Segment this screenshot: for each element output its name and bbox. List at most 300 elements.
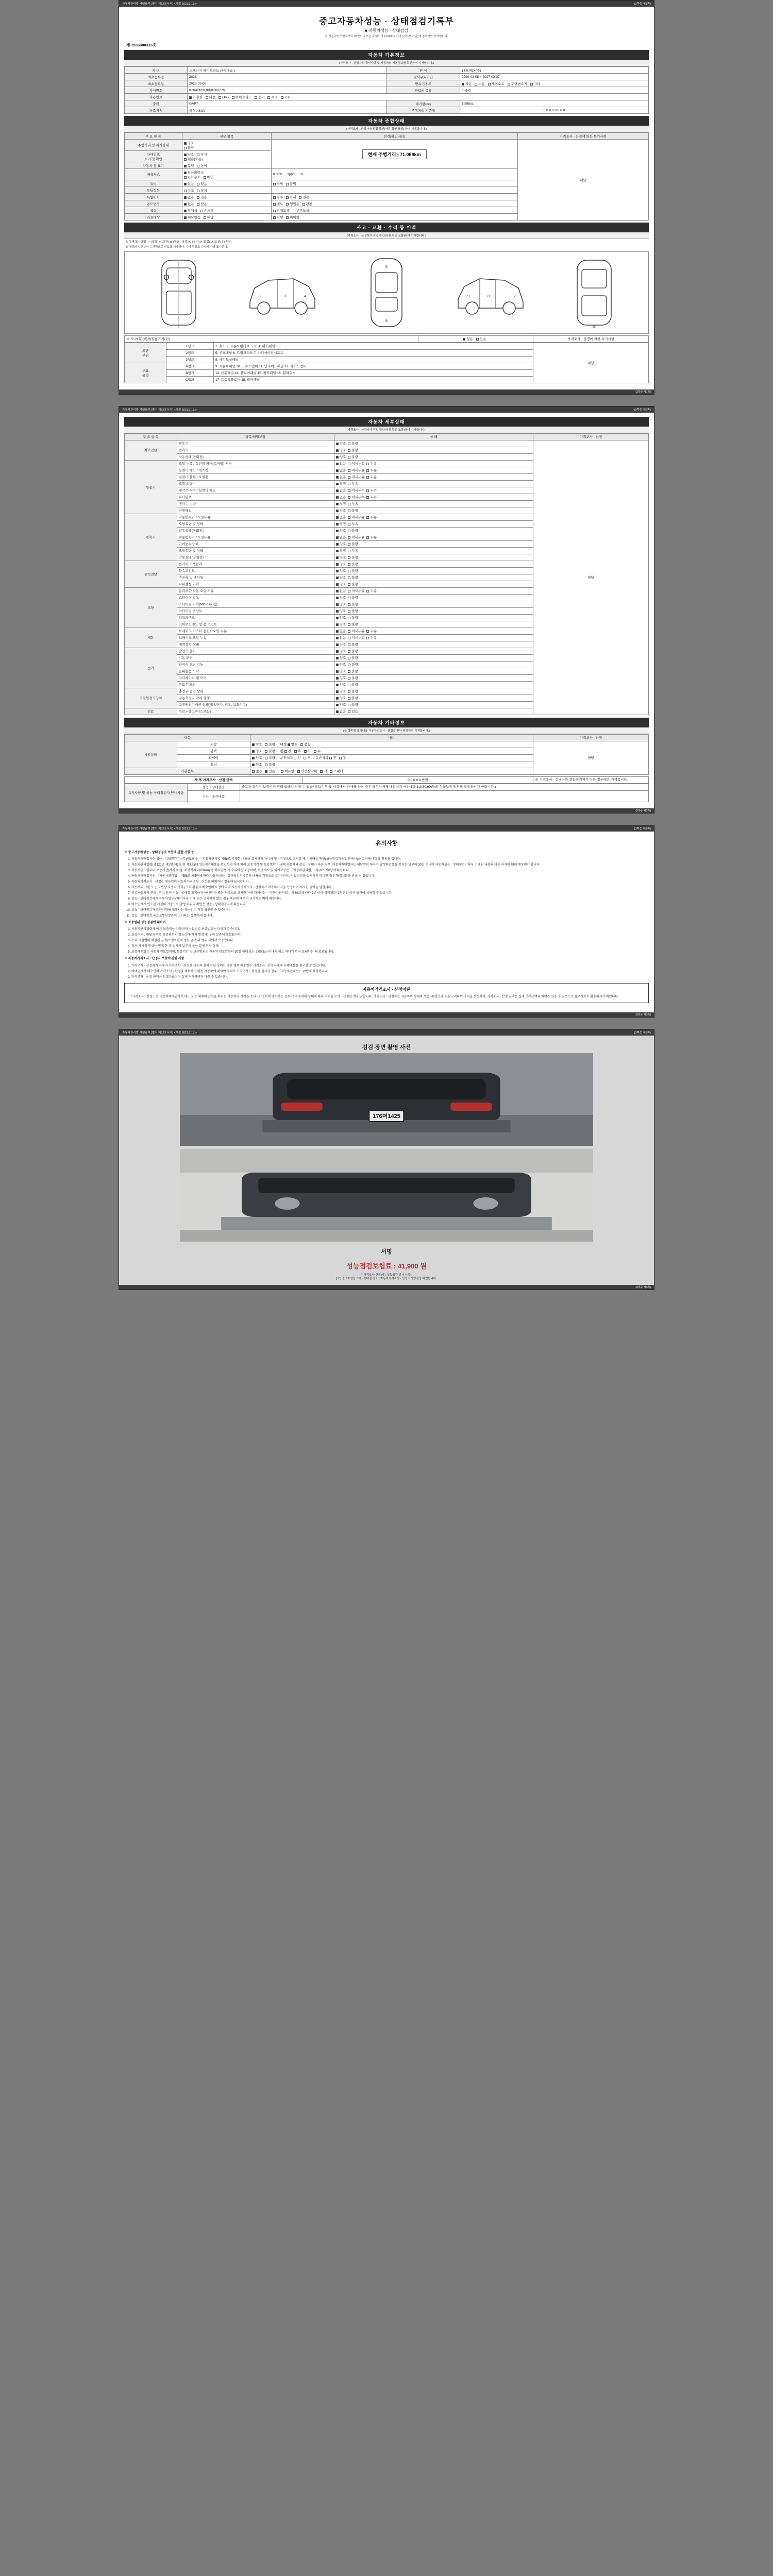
state-col-main: 주 요 항 목: [125, 133, 182, 140]
checkbox-icon[interactable]: [348, 690, 350, 693]
color-part-paint[interactable]: 부분도색: [293, 208, 309, 213]
table-row: [125, 94, 649, 100]
detail-option-미세누수[interactable]: 미세누수: [348, 495, 364, 499]
polish-good[interactable]: 양호: [252, 749, 262, 753]
checkbox-icon[interactable]: [336, 510, 339, 512]
detail-option-양호[interactable]: 양호: [336, 702, 346, 707]
detail-option-양호[interactable]: 양호: [336, 528, 346, 533]
checkbox-icon[interactable]: [348, 637, 350, 639]
detail-option-불량[interactable]: 불량: [348, 608, 358, 613]
detail-option-불량[interactable]: 불량: [348, 675, 358, 680]
detail-option-양호[interactable]: 양호: [336, 448, 346, 452]
checkbox-icon[interactable]: [366, 463, 369, 465]
tire-good[interactable]: 양호: [252, 755, 262, 760]
checkbox-icon[interactable]: [336, 610, 339, 613]
checkbox-icon[interactable]: [348, 590, 350, 592]
vin-mark-cell: [182, 151, 271, 162]
tuning-none[interactable]: 없음: [184, 181, 194, 186]
detail-option-없음[interactable]: 없음: [336, 461, 346, 466]
tire-pass-rear[interactable]: 후: [339, 755, 346, 760]
trans-option-manual[interactable]: 수동: [475, 81, 485, 86]
declaration-box: [124, 983, 649, 1003]
checkbox-icon[interactable]: [336, 483, 339, 485]
color-achromatic[interactable]: 무채색: [184, 208, 197, 213]
detail-option-미세누유[interactable]: 미세누유: [348, 588, 364, 593]
basic-yes[interactable]: 있음: [265, 769, 275, 773]
detail-option-불량[interactable]: 불량: [348, 696, 358, 700]
checkbox-icon[interactable]: [336, 697, 339, 700]
detail-option-양호[interactable]: 양호: [336, 582, 346, 586]
detail-option-미세누유[interactable]: 미세누유: [348, 535, 364, 539]
recall-na[interactable]: 해당없음: [184, 215, 200, 219]
checkbox-icon[interactable]: [348, 510, 350, 512]
checkbox-icon[interactable]: [336, 469, 339, 472]
detail-option-없음[interactable]: 없음: [336, 515, 346, 519]
car-diagram-left-icon: [244, 254, 321, 331]
checkbox-icon[interactable]: [348, 570, 350, 572]
detail-option-불량[interactable]: 불량: [348, 702, 358, 707]
detail-option-불량[interactable]: 불량: [348, 582, 358, 586]
checkbox-icon[interactable]: [348, 670, 350, 673]
mileage-good[interactable]: 양호: [184, 141, 194, 145]
usage-rent[interactable]: 렌트: [273, 201, 283, 206]
detail-option-양호[interactable]: 양호: [336, 568, 346, 573]
checkbox-icon[interactable]: [336, 664, 339, 666]
detail-option-적정[interactable]: 적정: [336, 501, 346, 506]
checkbox-icon[interactable]: [336, 670, 339, 673]
special-none[interactable]: 없음: [184, 195, 194, 199]
checkbox-icon[interactable]: [348, 710, 350, 713]
detail-item-label: 냉각수 수량: [177, 500, 334, 507]
checkbox-icon[interactable]: [336, 503, 339, 505]
checkbox-icon[interactable]: [336, 456, 339, 459]
detail-option-불량[interactable]: 불량: [348, 602, 358, 606]
checkbox-icon[interactable]: [366, 536, 369, 539]
wheel-left[interactable]: 좌: [304, 749, 311, 753]
label-recall: 리콜대상: [125, 214, 182, 221]
recall-done[interactable]: 이행: [273, 215, 283, 219]
detail-option-불량[interactable]: 불량: [348, 541, 358, 546]
basic-none[interactable]: 없음: [252, 769, 262, 773]
usage-change-detail: [271, 200, 517, 207]
usage-gov[interactable]: 관용: [303, 201, 313, 206]
trans-option-semi[interactable]: 세미오토: [488, 81, 505, 86]
detail-option-적정[interactable]: 적정: [336, 481, 346, 486]
checkbox-icon[interactable]: [336, 530, 339, 532]
detail-option-없음[interactable]: 없음: [336, 495, 346, 499]
detail-table-body: [125, 440, 649, 715]
page2-topbar-right: (3쪽중 제2쪽): [634, 408, 651, 412]
fuel-option-etc[interactable]: 기타: [281, 95, 291, 99]
checkbox-icon[interactable]: [348, 550, 350, 552]
checkbox-icon[interactable]: [336, 710, 339, 713]
detail-option-양호[interactable]: 양호: [336, 575, 346, 580]
detail-option-불량[interactable]: 불량: [348, 508, 358, 513]
checkbox-icon[interactable]: [336, 677, 339, 680]
detail-option-양호[interactable]: 양호: [336, 662, 346, 667]
detail-item-state: [334, 514, 533, 520]
detail-option-양호[interactable]: 양호: [336, 622, 346, 626]
detail-option-불량[interactable]: 불량: [348, 448, 358, 452]
detail-option-누유[interactable]: 누유: [366, 629, 377, 633]
checkbox-icon[interactable]: [348, 496, 350, 499]
fuel-option-diesel[interactable]: 디젤: [206, 95, 216, 99]
checkbox-icon[interactable]: [348, 684, 350, 686]
car-mark-diff[interactable]: 상이: [197, 163, 207, 168]
detail-option-부족[interactable]: 부족: [348, 548, 358, 553]
detail-option-불량[interactable]: 불량: [348, 622, 358, 626]
checkbox-icon[interactable]: [336, 623, 339, 626]
detail-option-양호[interactable]: 양호: [336, 642, 346, 647]
checkbox-icon[interactable]: [348, 563, 350, 566]
detail-option-양호[interactable]: 양호: [336, 441, 346, 446]
detail-option-없음[interactable]: 없음: [336, 635, 346, 640]
detail-option-없음[interactable]: 없음: [336, 488, 346, 493]
page4-topbar: [119, 1029, 654, 1036]
wheel-right[interactable]: 우: [314, 749, 321, 753]
detail-option-미세누유[interactable]: 미세누유: [348, 635, 364, 640]
mileage-value: 현재 주행거리 | 71,069km: [362, 149, 427, 159]
emission-smoke[interactable]: 매연: [204, 175, 214, 179]
detail-option-있음[interactable]: 있음: [348, 709, 358, 714]
checkbox-icon[interactable]: [336, 643, 339, 646]
checkbox-icon[interactable]: [336, 536, 339, 539]
checkbox-icon[interactable]: [348, 643, 350, 646]
detail-option-없음[interactable]: 없음: [336, 474, 346, 479]
detail-option-양호[interactable]: 양호: [336, 454, 346, 459]
detail-option-양호[interactable]: 양호: [336, 562, 346, 566]
notice-item-list: [131, 857, 649, 919]
detail-option-불량[interactable]: 불량: [348, 615, 358, 620]
checkbox-icon[interactable]: [336, 496, 339, 499]
item-manual[interactable]: 메뉴얼: [281, 769, 294, 773]
detail-item-state: [334, 440, 533, 447]
detail-option-양호[interactable]: 양호: [336, 555, 346, 560]
detail-option-양호[interactable]: 양호: [336, 608, 346, 613]
checkbox-icon[interactable]: [348, 623, 350, 626]
item-triangle[interactable]: 안전삼각대: [297, 769, 317, 773]
detail-option-없음[interactable]: 없음: [336, 629, 346, 633]
checkbox-icon[interactable]: [348, 523, 350, 526]
detail-option-없음[interactable]: 없음: [336, 709, 346, 714]
interior-good[interactable]: 양호: [288, 742, 298, 747]
detail-item-state: [334, 467, 533, 473]
checkbox-icon[interactable]: [336, 704, 339, 706]
checkbox-icon[interactable]: [336, 543, 339, 546]
detail-option-양호[interactable]: 양호: [336, 615, 346, 620]
vehicle-photo-rear-illustration: [180, 1053, 593, 1146]
detail-option-양호[interactable]: 양호: [336, 541, 346, 546]
detail-option-없음[interactable]: 없음: [336, 535, 346, 539]
checkbox-icon[interactable]: [348, 476, 350, 479]
detail-item-label: 충전구 절연 상태: [177, 688, 334, 694]
basic-info-note: (가격조사 · 산정자의 확인사항 및 자동차의 기본정보를 확인하여 기재합니다.): [124, 60, 649, 66]
checkbox-icon[interactable]: [336, 637, 339, 639]
checkbox-icon[interactable]: [366, 496, 369, 499]
checkbox-icon[interactable]: [366, 469, 369, 472]
special-row1-label: 성능 · 상태점검: [188, 784, 240, 790]
photo-section-title: 검검 장면 촬영 사진: [362, 1044, 411, 1050]
checkbox-icon[interactable]: [348, 630, 350, 633]
checkbox-icon[interactable]: [336, 556, 339, 559]
checkbox-icon[interactable]: [348, 556, 350, 559]
label-power: 출력: [125, 100, 188, 107]
detail-option-불량[interactable]: 불량: [348, 595, 358, 600]
tire-bad[interactable]: 불량: [265, 755, 275, 760]
emission-hc[interactable]: 탄화수소: [184, 175, 200, 179]
fuel-option-electric[interactable]: 전기: [255, 95, 265, 99]
checkbox-icon[interactable]: [336, 443, 339, 445]
checkbox-icon[interactable]: [336, 516, 339, 519]
checkbox-icon[interactable]: [366, 590, 369, 592]
detail-option-양호[interactable]: 양호: [336, 602, 346, 606]
accident-none[interactable]: 없음: [463, 336, 473, 341]
detail-option-불량[interactable]: 불량: [348, 662, 358, 667]
special-fire[interactable]: 화재: [286, 195, 296, 199]
checkbox-icon[interactable]: [336, 570, 339, 572]
detail-option-불량[interactable]: 불량: [348, 655, 358, 660]
detail-option-불량[interactable]: 불량: [348, 454, 358, 459]
exterior-good[interactable]: 양호: [252, 742, 262, 747]
detail-col-state: 상 태: [334, 433, 533, 440]
tire-driver-front[interactable]: 전: [294, 755, 300, 760]
detail-option-불량[interactable]: 불량: [348, 669, 358, 673]
tuning-illegal[interactable]: 불법: [286, 181, 296, 186]
detail-option-양호[interactable]: 양호: [336, 682, 346, 687]
checkbox-icon[interactable]: [336, 684, 339, 686]
special-flood[interactable]: 침수: [273, 195, 283, 199]
detail-option-미세누유[interactable]: 미세누유: [348, 468, 364, 472]
special-history-cell: [182, 194, 271, 200]
glass-bad[interactable]: 불량: [265, 762, 275, 767]
exterior-bad[interactable]: 불량: [265, 742, 275, 747]
checkbox-icon[interactable]: [366, 516, 369, 519]
detail-option-양호[interactable]: 양호: [336, 595, 346, 600]
detail-option-누유[interactable]: 누유: [366, 468, 377, 472]
checkbox-icon[interactable]: [348, 516, 350, 519]
checkbox-icon[interactable]: [348, 530, 350, 532]
checkbox-icon[interactable]: [348, 469, 350, 472]
checkbox-icon[interactable]: [348, 583, 350, 586]
special-table: [124, 784, 649, 802]
detail-option-불량[interactable]: 불량: [348, 562, 358, 566]
detail-option-불량[interactable]: 불량: [348, 555, 358, 560]
checkbox-icon[interactable]: [348, 577, 350, 579]
checkbox-icon[interactable]: [336, 489, 339, 492]
detail-option-누유[interactable]: 누유: [366, 588, 377, 593]
usage-business[interactable]: 영업용: [286, 201, 299, 206]
checkbox-icon[interactable]: [336, 657, 339, 659]
special-total-loss[interactable]: 전손: [299, 195, 309, 199]
checkbox-icon[interactable]: [348, 697, 350, 700]
detail-option-불량[interactable]: 불량: [348, 575, 358, 580]
detail-option-양호[interactable]: 양호: [336, 655, 346, 660]
fuel-option-lpg[interactable]: LPG: [219, 96, 229, 99]
tuning-device[interactable]: 장치: [197, 188, 207, 193]
page1-topbar: [119, 1, 654, 7]
checkbox-icon[interactable]: [348, 610, 350, 613]
checkbox-icon[interactable]: [336, 630, 339, 633]
detail-option-불량[interactable]: 불량: [348, 642, 358, 647]
detail-item-state: [334, 494, 533, 500]
detail-option-부족[interactable]: 부족: [348, 521, 358, 526]
tire-pass-front[interactable]: 전: [329, 755, 336, 760]
wheel-front[interactable]: 전: [284, 749, 291, 753]
detail-option-부족[interactable]: 부족: [348, 481, 358, 486]
polish-bad[interactable]: 불량: [265, 749, 275, 753]
checkbox-icon[interactable]: [348, 483, 350, 485]
checkbox-icon[interactable]: [336, 650, 339, 653]
checkbox-icon[interactable]: [336, 603, 339, 606]
checkbox-icon[interactable]: [348, 704, 350, 706]
checkbox-icon[interactable]: [348, 463, 350, 465]
checkbox-icon[interactable]: [348, 543, 350, 546]
detail-option-없음[interactable]: 없음: [336, 588, 346, 593]
checkbox-icon[interactable]: [366, 637, 369, 639]
detail-option-불량[interactable]: 불량: [348, 441, 358, 446]
checkbox-icon[interactable]: [348, 489, 350, 492]
checkbox-icon[interactable]: [336, 590, 339, 592]
detail-option-양호[interactable]: 양호: [336, 649, 346, 653]
trans-option-cvt[interactable]: 무단변속기: [508, 81, 527, 86]
detail-option-누유[interactable]: 누유: [366, 474, 377, 479]
checkbox-icon[interactable]: [348, 536, 350, 539]
detail-option-불량[interactable]: 불량: [348, 528, 358, 533]
color-chromatic[interactable]: 유채색: [200, 208, 214, 213]
detail-option-누유[interactable]: 누유: [366, 635, 377, 640]
vin-corrode[interactable]: 부식: [197, 152, 207, 157]
detail-item-label: 오일 유량: [177, 480, 334, 487]
detail-option-양호[interactable]: 양호: [336, 669, 346, 673]
checkbox-icon[interactable]: [348, 443, 350, 445]
usage-none[interactable]: 없음: [184, 201, 194, 206]
recall-notdone[interactable]: 미이행: [286, 215, 299, 219]
checkbox-icon[interactable]: [336, 476, 339, 479]
detail-item-state: [334, 701, 533, 708]
detail-option-불량[interactable]: 불량: [348, 689, 358, 693]
checkbox-icon[interactable]: [348, 456, 350, 459]
detail-option-미세누유[interactable]: 미세누유: [348, 461, 364, 466]
checkbox-icon[interactable]: [336, 617, 339, 619]
tuning-legal[interactable]: 적법: [273, 181, 283, 186]
detail-option-양호[interactable]: 양호: [336, 508, 346, 513]
detail-group-label: 원동기: [125, 460, 177, 514]
label-color: 색상: [125, 207, 182, 214]
checkbox-icon[interactable]: [348, 677, 350, 680]
detail-option-누유[interactable]: 누유: [366, 461, 377, 466]
checkbox-icon[interactable]: [336, 550, 339, 552]
tuning-structure[interactable]: 구조: [184, 188, 194, 193]
wheel-rear[interactable]: 후: [294, 749, 301, 753]
detail-option-양호[interactable]: 양호: [336, 675, 346, 680]
notice-subitem: 2. 보증수리 : 해당 부위별 보증범위의 성능상태(하자 발생시) 부품 보증에 포함됩니다.: [131, 933, 649, 938]
emission-co[interactable]: 일산화탄소: [184, 170, 204, 175]
special-yes[interactable]: 있음: [197, 195, 207, 199]
detail-option-미세누유[interactable]: 미세누유: [348, 629, 364, 633]
item-jack[interactable]: 잭: [320, 769, 327, 773]
detail-option-누유[interactable]: 누유: [366, 535, 377, 539]
detail-option-누유[interactable]: 누유: [366, 515, 377, 519]
detail-option-미세누유[interactable]: 미세누유: [348, 474, 364, 479]
tuning-yes[interactable]: 있음: [197, 181, 207, 186]
trans-option-auto[interactable]: 자동: [462, 81, 472, 86]
item-spanner[interactable]: 스패너: [330, 769, 343, 773]
detail-option-적정[interactable]: 적정: [336, 521, 346, 526]
checkbox-icon[interactable]: [348, 603, 350, 606]
detail-option-없음[interactable]: 없음: [336, 468, 346, 472]
other-table: [124, 734, 649, 775]
accident-yes[interactable]: 있음: [476, 336, 486, 341]
checkbox-icon[interactable]: [348, 503, 350, 505]
fuel-option-hybrid[interactable]: 하이브리드: [232, 95, 251, 99]
tire-driver-rear[interactable]: 후: [304, 755, 310, 760]
detail-item-state: [334, 581, 533, 587]
detail-option-미세누수[interactable]: 미세누수: [348, 488, 364, 493]
recall-yes[interactable]: 해당: [204, 215, 214, 219]
color-full-paint[interactable]: 전체도색: [273, 208, 290, 213]
detail-option-불량[interactable]: 불량: [348, 682, 358, 687]
detail-item-state: [334, 554, 533, 561]
detail-option-양호[interactable]: 양호: [336, 696, 346, 700]
checkbox-icon[interactable]: [348, 664, 350, 666]
svg-text:3: 3: [284, 293, 287, 298]
mileage-bad[interactable]: 불량: [184, 145, 194, 150]
interior-bad[interactable]: 불량: [300, 742, 311, 747]
usage-yes[interactable]: 있음: [197, 201, 207, 206]
checkbox-icon[interactable]: [348, 650, 350, 653]
checkbox-icon[interactable]: [336, 463, 339, 465]
declaration-title: 자동차가격조사 · 산정이란: [362, 987, 411, 992]
checkbox-icon[interactable]: [366, 476, 369, 479]
checkbox-icon[interactable]: [366, 630, 369, 633]
vin-same[interactable]: 양호: [184, 152, 194, 157]
vin-damage[interactable]: 훼손(오손): [184, 157, 203, 161]
checkbox-icon[interactable]: [336, 449, 339, 452]
checkbox-icon[interactable]: [336, 577, 339, 579]
detail-option-양호[interactable]: 양호: [336, 689, 346, 693]
fuel-option-hydrogen[interactable]: 수소: [267, 95, 278, 99]
detail-option-부족[interactable]: 부족: [348, 501, 358, 506]
checkbox-icon[interactable]: [336, 597, 339, 599]
other-polish-cell: 양호 불량 휠 전 후 좌 우: [250, 748, 533, 754]
detail-option-누수[interactable]: 누수: [366, 495, 377, 499]
frame-rank-1: 1랭크: [166, 343, 214, 349]
checkbox-icon[interactable]: [336, 563, 339, 566]
checkbox-icon[interactable]: [348, 657, 350, 659]
checkbox-icon[interactable]: [348, 449, 350, 452]
detail-option-미세누유[interactable]: 미세누유: [348, 515, 364, 519]
checkbox-icon[interactable]: [348, 617, 350, 619]
car-mark-same[interactable]: 동일: [184, 163, 194, 168]
checkbox-icon[interactable]: [348, 597, 350, 599]
checkbox-icon[interactable]: [366, 489, 369, 492]
detail-group-label: 자기진단: [125, 440, 177, 460]
checkbox-icon[interactable]: [336, 583, 339, 586]
inspection-fee-label: 성능점검보험료 :: [346, 1262, 396, 1270]
detail-option-불량[interactable]: 불량: [348, 568, 358, 573]
detail-option-누수[interactable]: 누수: [366, 488, 377, 493]
fuel-option-gasoline[interactable]: 가솔린: [189, 95, 203, 99]
table-row: [125, 440, 649, 447]
detail-item-state: [334, 628, 533, 634]
detail-option-적정[interactable]: 적정: [336, 548, 346, 553]
detail-option-불량[interactable]: 불량: [348, 649, 358, 653]
checkbox-icon[interactable]: [336, 523, 339, 526]
checkbox-icon[interactable]: [336, 690, 339, 693]
glass-good[interactable]: 양호: [252, 762, 262, 767]
trans-option-etc[interactable]: 기타: [530, 81, 541, 86]
detail-item-label: 오일 누유 / 실린더 커버(로커암) 커버: [177, 460, 334, 467]
